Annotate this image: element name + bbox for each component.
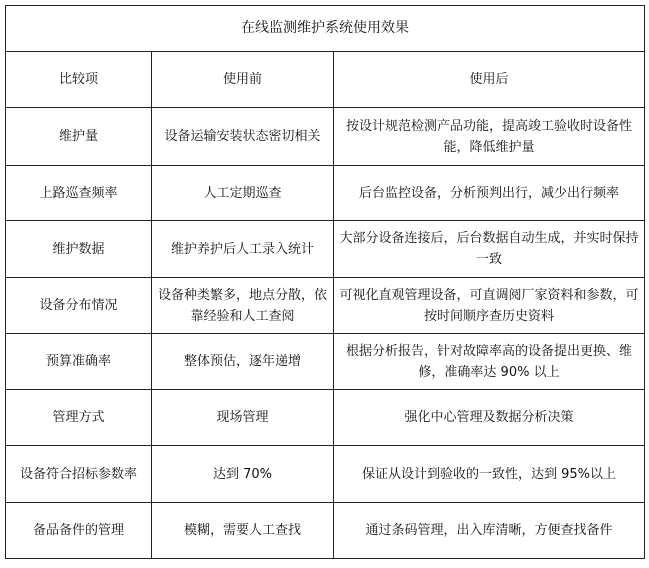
row-before: 整体预估，逐年递增 <box>152 334 334 390</box>
table-row <box>6 503 645 559</box>
row-after: 根据分析报告，针对故障率高的设备提出更换、维修，准确率达 90% 以上 <box>334 334 645 390</box>
row-item: 管理方式 <box>6 390 152 446</box>
row-item: 备品备件的管理 <box>6 503 152 559</box>
table-row <box>6 446 645 503</box>
table-title: 在线监测维护系统使用效果 <box>6 6 645 52</box>
row-before: 人工定期巡查 <box>152 166 334 221</box>
row-after: 通过条码管理，出入库清晰，方便查找备件 <box>334 503 645 559</box>
row-item: 预算准确率 <box>6 334 152 390</box>
row-after: 按设计规范检测产品功能，提高竣工验收时设备性能，降低维护量 <box>334 108 645 166</box>
row-before: 设备种类繁多，地点分散，依靠经验和人工查阅 <box>152 278 334 334</box>
table-header-row <box>6 52 645 108</box>
row-item: 设备符合招标参数率 <box>6 446 152 503</box>
table-row <box>6 278 645 334</box>
comparison-table-container <box>5 5 644 559</box>
row-before: 维护养护后人工录入统计 <box>152 221 334 278</box>
row-item: 设备分布情况 <box>6 278 152 334</box>
row-item: 维护量 <box>6 108 152 166</box>
row-after: 保证从设计到验收的一致性，达到 95%以上 <box>334 446 645 503</box>
table-row <box>6 108 645 166</box>
row-before: 模糊，需要人工查找 <box>152 503 334 559</box>
table-row <box>6 390 645 446</box>
row-after: 大部分设备连接后，后台数据自动生成，并实时保持一致 <box>334 221 645 278</box>
table-row <box>6 166 645 221</box>
row-after: 可视化直观管理设备，可直调阅厂家资料和参数，可按时间顺序查历史资料 <box>334 278 645 334</box>
table-row <box>6 334 645 390</box>
table-title-row <box>6 6 645 52</box>
row-before: 现场管理 <box>152 390 334 446</box>
row-after: 后台监控设备，分析预判出行，减少出行频率 <box>334 166 645 221</box>
row-before: 达到 70% <box>152 446 334 503</box>
row-item: 上路巡查频率 <box>6 166 152 221</box>
comparison-table <box>5 5 645 559</box>
row-item: 维护数据 <box>6 221 152 278</box>
header-item: 比较项 <box>6 52 152 108</box>
header-after: 使用后 <box>334 52 645 108</box>
row-before: 设备运输安装状态密切相关 <box>152 108 334 166</box>
header-before: 使用前 <box>152 52 334 108</box>
table-row <box>6 221 645 278</box>
row-after: 强化中心管理及数据分析决策 <box>334 390 645 446</box>
